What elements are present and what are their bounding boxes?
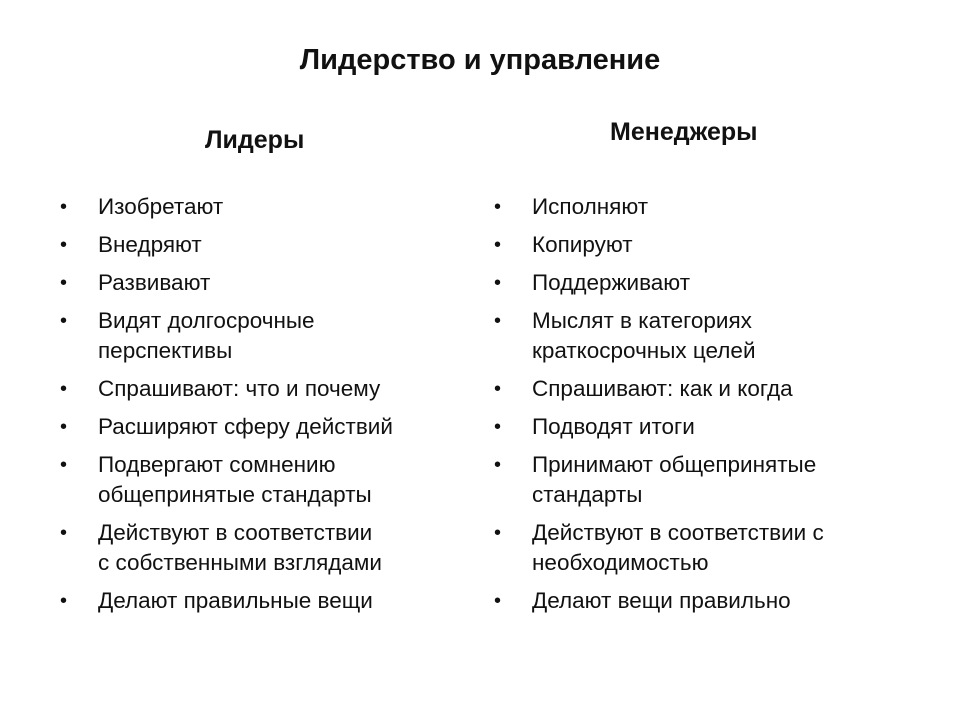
managers-heading: Менеджеры <box>610 118 758 146</box>
leaders-list-item <box>60 450 470 510</box>
bullet-icon: • <box>60 378 68 400</box>
leaders-item-text: Спрашивают: что и почему <box>98 376 381 401</box>
leaders-list-item <box>60 586 470 616</box>
bullet-icon: • <box>60 310 68 332</box>
managers-list-item <box>494 230 924 260</box>
slide-title: Лидерство и управление <box>299 44 661 76</box>
leaders-list-item <box>60 306 470 366</box>
leaders-item-text: перспективы <box>98 338 233 363</box>
managers-item-text: Исполняют <box>532 194 649 219</box>
managers-item-text: Поддерживают <box>532 270 690 295</box>
managers-list-item <box>494 412 924 442</box>
managers-list-item <box>494 192 924 222</box>
managers-item-text: Принимают общепринятые <box>532 452 817 477</box>
managers-list-item <box>494 374 924 404</box>
bullet-icon: • <box>494 196 502 218</box>
bullet-icon: • <box>60 272 68 294</box>
bullet-icon: • <box>494 590 502 612</box>
managers-list <box>494 192 924 616</box>
leaders-item-text: Подвергают сомнению <box>98 452 336 477</box>
managers-item-text: Подводят итоги <box>532 414 695 439</box>
managers-item-text: краткосрочных целей <box>532 338 756 363</box>
leaders-item-text: Изобретают <box>98 194 224 219</box>
bullet-icon: • <box>60 590 68 612</box>
bullet-icon: • <box>494 416 502 438</box>
bullet-icon: • <box>494 310 502 332</box>
managers-item-text: Действуют в соответствии с <box>532 520 824 545</box>
managers-column <box>494 192 924 624</box>
leaders-list-item <box>60 518 470 578</box>
bullet-icon: • <box>60 522 68 544</box>
leaders-column <box>60 192 470 624</box>
managers-list-item <box>494 518 924 578</box>
bullet-icon: • <box>494 234 502 256</box>
managers-item-text: необходимостью <box>532 550 709 575</box>
bullet-icon: • <box>494 454 502 476</box>
managers-item-text: Делают вещи правильно <box>532 588 791 613</box>
managers-item-text: Спрашивают: как и когда <box>532 376 793 401</box>
leaders-heading: Лидеры <box>205 126 305 154</box>
leaders-item-text: Внедряют <box>98 232 202 257</box>
bullet-icon: • <box>494 272 502 294</box>
managers-list-item <box>494 586 924 616</box>
managers-list-item <box>494 268 924 298</box>
bullet-icon: • <box>494 522 502 544</box>
managers-list-item <box>494 450 924 510</box>
bullet-icon: • <box>494 378 502 400</box>
leaders-item-text: Действуют в соответствии <box>98 520 373 545</box>
managers-item-text: стандарты <box>532 482 643 507</box>
bullet-icon: • <box>60 416 68 438</box>
leaders-list-item <box>60 268 470 298</box>
managers-list-item <box>494 306 924 366</box>
bullet-icon: • <box>60 234 68 256</box>
leaders-item-text: общепринятые стандарты <box>98 482 372 507</box>
leaders-list <box>60 192 470 616</box>
leaders-item-text: с собственными взглядами <box>98 550 382 575</box>
leaders-item-text: Видят долгосрочные <box>98 308 315 333</box>
managers-item-text: Копируют <box>532 232 633 257</box>
leaders-list-item <box>60 374 470 404</box>
leaders-item-text: Делают правильные вещи <box>98 588 373 613</box>
bullet-icon: • <box>60 196 68 218</box>
bullet-icon: • <box>60 454 68 476</box>
managers-item-text: Мыслят в категориях <box>532 308 752 333</box>
leaders-list-item <box>60 230 470 260</box>
leaders-item-text: Развивают <box>98 270 211 295</box>
leaders-list-item <box>60 192 470 222</box>
leaders-item-text: Расширяют сферу действий <box>98 414 393 439</box>
leaders-list-item <box>60 412 470 442</box>
